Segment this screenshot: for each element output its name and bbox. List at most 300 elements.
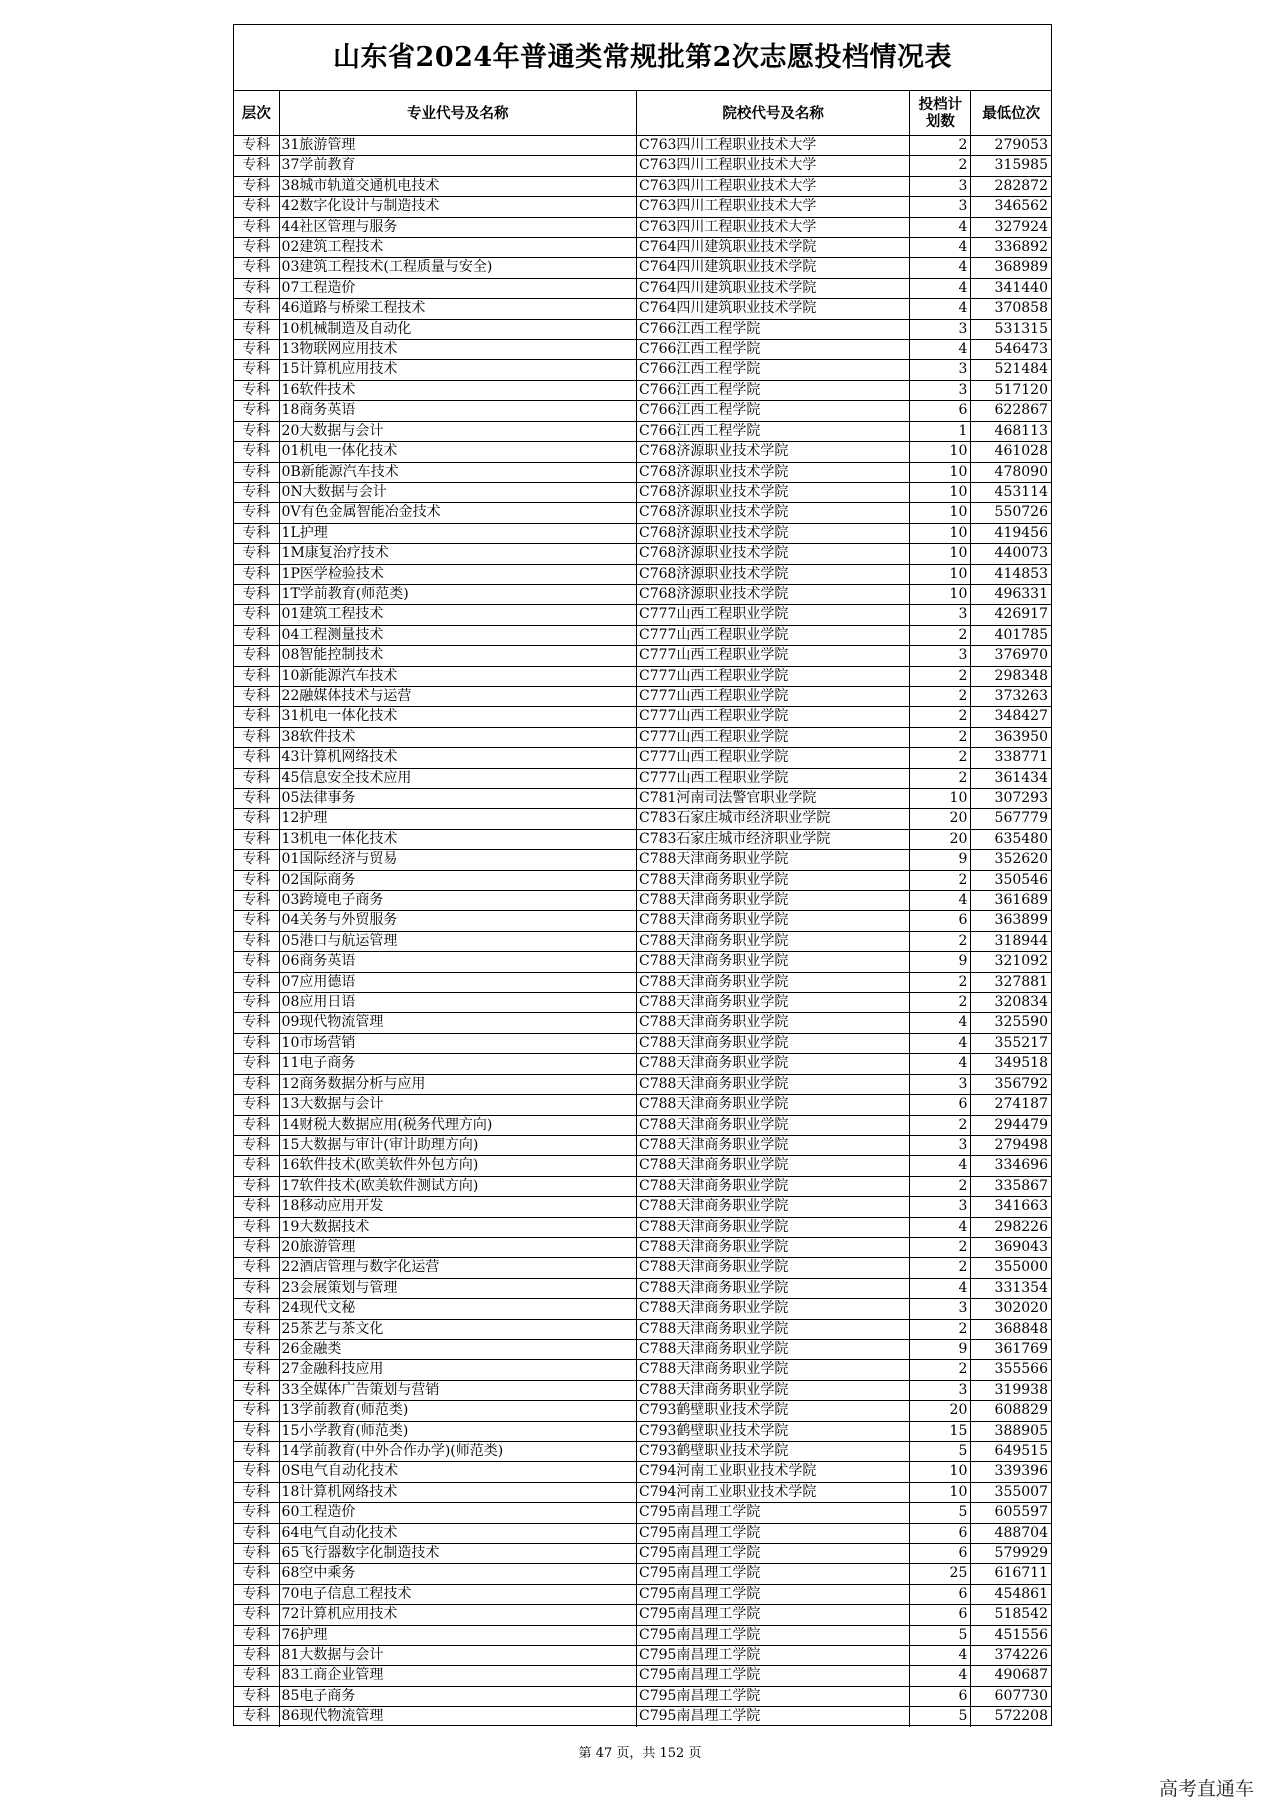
cell-plan-count: 2 [910,931,971,951]
cell-school: C788天津商务职业学院 [636,993,909,1013]
cell-major: 26金融类 [279,1339,636,1359]
cell-major: 45信息安全技术应用 [279,768,636,788]
cell-level: 专科 [234,1584,279,1604]
table-row [234,1666,1051,1686]
cell-min-rank: 496331 [971,584,1051,604]
cell-plan-count: 4 [910,1646,971,1666]
cell-school: C788天津商务职业学院 [636,1299,909,1319]
cell-major: 15小学教育(师范类) [279,1421,636,1441]
cell-school: C788天津商务职业学院 [636,1339,909,1359]
cell-min-rank: 419456 [971,523,1051,543]
cell-min-rank: 368848 [971,1319,1051,1339]
cell-level: 专科 [234,1482,279,1502]
cell-level: 专科 [234,1217,279,1237]
cell-level: 专科 [234,727,279,747]
cell-min-rank: 478090 [971,462,1051,482]
table-row [234,503,1051,523]
table-row [234,340,1051,360]
cell-min-rank: 567779 [971,809,1051,829]
cell-major: 72计算机应用技术 [279,1605,636,1625]
table-row [234,1401,1051,1421]
table-row [234,1421,1051,1441]
cell-plan-count: 6 [910,1686,971,1706]
cell-plan-count: 2 [910,707,971,727]
cell-school: C788天津商务职业学院 [636,1176,909,1196]
cell-min-rank: 517120 [971,380,1051,400]
cell-level: 专科 [234,462,279,482]
cell-major: 33全媒体广告策划与营销 [279,1380,636,1400]
table-row [234,442,1051,462]
cell-plan-count: 4 [910,278,971,298]
cell-min-rank: 298226 [971,1217,1051,1237]
cell-plan-count: 2 [910,1237,971,1257]
cell-min-rank: 349518 [971,1054,1051,1074]
cell-plan-count: 5 [910,1442,971,1462]
cell-level: 专科 [234,1707,279,1727]
cell-level: 专科 [234,217,279,237]
cell-min-rank: 274187 [971,1095,1051,1115]
table-row [234,1380,1051,1400]
cell-plan-count: 6 [910,1095,971,1115]
cell-level: 专科 [234,442,279,462]
cell-school: C788天津商务职业学院 [636,1054,909,1074]
cell-min-rank: 319938 [971,1380,1051,1400]
cell-plan-count: 4 [910,1278,971,1298]
cell-school: C788天津商务职业学院 [636,1258,909,1278]
cell-school: C777山西工程职业学院 [636,748,909,768]
cell-level: 专科 [234,299,279,319]
cell-level: 专科 [234,768,279,788]
cell-level: 专科 [234,891,279,911]
table-row [234,768,1051,788]
cell-major: 03跨境电子商务 [279,891,636,911]
cell-school: C793鹤壁职业技术学院 [636,1442,909,1462]
table-row [234,1013,1051,1033]
cell-plan-count: 2 [910,1176,971,1196]
cell-level: 专科 [234,136,279,156]
cell-level: 专科 [234,1339,279,1359]
cell-min-rank: 518542 [971,1605,1051,1625]
cell-major: 25茶艺与茶文化 [279,1319,636,1339]
cell-min-rank: 294479 [971,1115,1051,1135]
cell-level: 专科 [234,666,279,686]
cell-min-rank: 361689 [971,891,1051,911]
cell-plan-count: 10 [910,789,971,809]
cell-school: C788天津商务职业学院 [636,1278,909,1298]
admission-table [234,91,1051,1727]
cell-plan-count: 4 [910,1156,971,1176]
cell-school: C788天津商务职业学院 [636,1237,909,1257]
table-row [234,544,1051,564]
cell-min-rank: 370858 [971,299,1051,319]
cell-plan-count: 2 [910,748,971,768]
cell-min-rank: 608829 [971,1401,1051,1421]
table-row [234,462,1051,482]
cell-major: 43计算机网络技术 [279,748,636,768]
cell-level: 专科 [234,482,279,502]
cell-school: C795南昌理工学院 [636,1564,909,1584]
watermark-text: 高考直通车 [1158,1778,1254,1800]
table-row [234,1135,1051,1155]
cell-min-rank: 302020 [971,1299,1051,1319]
cell-major: 15计算机应用技术 [279,360,636,380]
cell-plan-count: 3 [910,646,971,666]
cell-level: 专科 [234,952,279,972]
cell-plan-count: 6 [910,1523,971,1543]
cell-plan-count: 4 [910,1033,971,1053]
cell-level: 专科 [234,1605,279,1625]
cell-school: C768济源职业技术学院 [636,584,909,604]
cell-plan-count: 3 [910,176,971,196]
cell-major: 16软件技术(欧美软件外包方向) [279,1156,636,1176]
cell-school: C794河南工业职业技术学院 [636,1462,909,1482]
cell-plan-count: 2 [910,993,971,1013]
table-row [234,1442,1051,1462]
table-row [234,1564,1051,1584]
cell-school: C777山西工程职业学院 [636,686,909,706]
cell-min-rank: 414853 [971,564,1051,584]
cell-level: 专科 [234,238,279,258]
cell-major: 04工程测量技术 [279,625,636,645]
table-row [234,482,1051,502]
cell-school: C763四川工程职业技术大学 [636,156,909,176]
cell-plan-count: 10 [910,482,971,502]
page-footer: 第 47 页，共 152 页 [578,1746,702,1761]
table-row [234,931,1051,951]
cell-major: 04关务与外贸服务 [279,911,636,931]
cell-min-rank: 550726 [971,503,1051,523]
cell-level: 专科 [234,707,279,727]
cell-level: 专科 [234,258,279,278]
table-row [234,707,1051,727]
cell-plan-count: 6 [910,1605,971,1625]
cell-major: 06商务英语 [279,952,636,972]
cell-plan-count: 2 [910,1258,971,1278]
cell-school: C763四川工程职业技术大学 [636,176,909,196]
cell-major: 10机械制造及自动化 [279,319,636,339]
cell-plan-count: 10 [910,544,971,564]
table-row [234,258,1051,278]
cell-min-rank: 369043 [971,1237,1051,1257]
cell-plan-count: 15 [910,1421,971,1441]
cell-major: 13机电一体化技术 [279,829,636,849]
cell-major: 23会展策划与管理 [279,1278,636,1298]
cell-min-rank: 440073 [971,544,1051,564]
cell-plan-count: 3 [910,605,971,625]
table-row [234,1482,1051,1502]
cell-plan-count: 3 [910,1197,971,1217]
cell-major: 19大数据技术 [279,1217,636,1237]
cell-min-rank: 373263 [971,686,1051,706]
cell-min-rank: 531315 [971,319,1051,339]
table-row [234,1319,1051,1339]
cell-major: 13物联网应用技术 [279,340,636,360]
cell-school: C766江西工程学院 [636,360,909,380]
cell-min-rank: 318944 [971,931,1051,951]
cell-plan-count: 6 [910,1544,971,1564]
table-row [234,1625,1051,1645]
cell-major: 09现代物流管理 [279,1013,636,1033]
table-row [234,646,1051,666]
cell-major: 16软件技术 [279,380,636,400]
cell-level: 专科 [234,544,279,564]
cell-school: C795南昌理工学院 [636,1625,909,1645]
cell-school: C783石家庄城市经济职业学院 [636,809,909,829]
cell-plan-count: 3 [910,1074,971,1094]
table-row [234,1339,1051,1359]
cell-level: 专科 [234,401,279,421]
cell-level: 专科 [234,1360,279,1380]
cell-school: C795南昌理工学院 [636,1666,909,1686]
cell-min-rank: 605597 [971,1503,1051,1523]
cell-level: 专科 [234,584,279,604]
cell-level: 专科 [234,789,279,809]
table-row [234,1299,1051,1319]
cell-level: 专科 [234,319,279,339]
cell-min-rank: 279053 [971,136,1051,156]
cell-level: 专科 [234,686,279,706]
cell-plan-count: 3 [910,1135,971,1155]
cell-level: 专科 [234,625,279,645]
cell-level: 专科 [234,1442,279,1462]
table-row [234,1707,1051,1727]
cell-min-rank: 451556 [971,1625,1051,1645]
cell-level: 专科 [234,1544,279,1564]
cell-plan-count: 20 [910,829,971,849]
cell-plan-count: 4 [910,1013,971,1033]
cell-school: C788天津商务职业学院 [636,870,909,890]
cell-plan-count: 20 [910,809,971,829]
cell-major: 20大数据与会计 [279,421,636,441]
cell-plan-count: 2 [910,1115,971,1135]
table-row [234,1115,1051,1135]
cell-school: C763四川工程职业技术大学 [636,197,909,217]
table-row [234,176,1051,196]
cell-min-rank: 579929 [971,1544,1051,1564]
table-row [234,421,1051,441]
table-row [234,1584,1051,1604]
cell-major: 15大数据与审计(审计助理方向) [279,1135,636,1155]
table-row [234,1033,1051,1053]
cell-level: 专科 [234,360,279,380]
cell-major: 01国际经济与贸易 [279,850,636,870]
cell-school: C763四川工程职业技术大学 [636,136,909,156]
cell-min-rank: 331354 [971,1278,1051,1298]
table-row [234,789,1051,809]
cell-plan-count: 3 [910,319,971,339]
table-row [234,748,1051,768]
table-row [234,136,1051,156]
cell-level: 专科 [234,1237,279,1257]
cell-level: 专科 [234,1258,279,1278]
cell-major: 05法律事务 [279,789,636,809]
cell-level: 专科 [234,1401,279,1421]
table-row [234,972,1051,992]
cell-plan-count: 3 [910,360,971,380]
table-row [234,360,1051,380]
cell-school: C777山西工程职业学院 [636,707,909,727]
cell-min-rank: 368989 [971,258,1051,278]
cell-min-rank: 356792 [971,1074,1051,1094]
cell-level: 专科 [234,646,279,666]
table-row [234,993,1051,1013]
header-plan-line2: 划数 [925,113,955,130]
cell-min-rank: 355000 [971,1258,1051,1278]
cell-plan-count: 10 [910,564,971,584]
cell-level: 专科 [234,1156,279,1176]
cell-school: C788天津商务职业学院 [636,1360,909,1380]
cell-min-rank: 361434 [971,768,1051,788]
cell-major: 1T学前教育(师范类) [279,584,636,604]
cell-min-rank: 327881 [971,972,1051,992]
table-header-row [234,91,1051,136]
cell-level: 专科 [234,1503,279,1523]
cell-level: 专科 [234,809,279,829]
cell-school: C768济源职业技术学院 [636,544,909,564]
cell-school: C788天津商务职业学院 [636,911,909,931]
cell-min-rank: 355217 [971,1033,1051,1053]
cell-level: 专科 [234,564,279,584]
cell-plan-count: 2 [910,625,971,645]
cell-min-rank: 388905 [971,1421,1051,1441]
cell-min-rank: 321092 [971,952,1051,972]
cell-level: 专科 [234,1646,279,1666]
cell-school: C764四川建筑职业技术学院 [636,258,909,278]
cell-level: 专科 [234,931,279,951]
cell-level: 专科 [234,197,279,217]
cell-plan-count: 25 [910,1564,971,1584]
cell-min-rank: 325590 [971,1013,1051,1033]
table-row [234,911,1051,931]
cell-level: 专科 [234,380,279,400]
cell-school: C777山西工程职业学院 [636,727,909,747]
cell-plan-count: 3 [910,1299,971,1319]
cell-min-rank: 335867 [971,1176,1051,1196]
cell-school: C793鹤壁职业技术学院 [636,1401,909,1421]
header-rank: 最低位次 [971,91,1051,136]
cell-major: 46道路与桥梁工程技术 [279,299,636,319]
cell-school: C795南昌理工学院 [636,1646,909,1666]
cell-level: 专科 [234,503,279,523]
cell-major: 0N大数据与会计 [279,482,636,502]
cell-major: 12商务数据分析与应用 [279,1074,636,1094]
cell-school: C768济源职业技术学院 [636,482,909,502]
table-row [234,727,1051,747]
cell-school: C766江西工程学院 [636,421,909,441]
cell-major: 08智能控制技术 [279,646,636,666]
cell-major: 44社区管理与服务 [279,217,636,237]
cell-min-rank: 327924 [971,217,1051,237]
cell-major: 22融媒体技术与运营 [279,686,636,706]
cell-min-rank: 298348 [971,666,1051,686]
cell-school: C788天津商务职业学院 [636,952,909,972]
table-row [234,1054,1051,1074]
cell-school: C764四川建筑职业技术学院 [636,278,909,298]
cell-plan-count: 5 [910,1707,971,1727]
table-row [234,1686,1051,1706]
cell-level: 专科 [234,911,279,931]
cell-plan-count: 6 [910,911,971,931]
cell-major: 18计算机网络技术 [279,1482,636,1502]
cell-min-rank: 279498 [971,1135,1051,1155]
cell-plan-count: 2 [910,727,971,747]
cell-plan-count: 2 [910,972,971,992]
cell-school: C777山西工程职业学院 [636,625,909,645]
cell-major: 83工商企业管理 [279,1666,636,1686]
table-row [234,1074,1051,1094]
cell-plan-count: 4 [910,1217,971,1237]
table-row [234,299,1051,319]
table-row [234,1176,1051,1196]
table-row [234,1605,1051,1625]
cell-major: 0S电气自动化技术 [279,1462,636,1482]
cell-major: 05港口与航运管理 [279,931,636,951]
header-level: 层次 [234,91,279,136]
table-row [234,605,1051,625]
cell-plan-count: 1 [910,421,971,441]
cell-plan-count: 4 [910,238,971,258]
table-row [234,584,1051,604]
cell-plan-count: 3 [910,1380,971,1400]
cell-level: 专科 [234,1666,279,1686]
page-title: 山东省2024年普通类常规批第2次志愿投档情况表 [234,25,1051,91]
header-plan [910,91,971,136]
cell-plan-count: 2 [910,666,971,686]
cell-min-rank: 338771 [971,748,1051,768]
cell-major: 81大数据与会计 [279,1646,636,1666]
cell-major: 42数字化设计与制造技术 [279,197,636,217]
cell-min-rank: 282872 [971,176,1051,196]
table-row [234,1095,1051,1115]
cell-min-rank: 307293 [971,789,1051,809]
cell-school: C788天津商务职业学院 [636,931,909,951]
cell-school: C795南昌理工学院 [636,1584,909,1604]
cell-level: 专科 [234,748,279,768]
cell-min-rank: 350546 [971,870,1051,890]
cell-level: 专科 [234,1135,279,1155]
cell-school: C795南昌理工学院 [636,1686,909,1706]
cell-plan-count: 5 [910,1503,971,1523]
cell-major: 01机电一体化技术 [279,442,636,462]
header-major: 专业代号及名称 [279,91,636,136]
cell-plan-count: 4 [910,258,971,278]
table-row [234,319,1051,339]
cell-level: 专科 [234,1421,279,1441]
header-plan-line1: 投档计 [918,96,963,113]
cell-plan-count: 10 [910,523,971,543]
cell-school: C788天津商务职业学院 [636,972,909,992]
cell-major: 1P医学检验技术 [279,564,636,584]
cell-level: 专科 [234,1197,279,1217]
cell-plan-count: 2 [910,136,971,156]
cell-major: 86现代物流管理 [279,1707,636,1727]
cell-level: 专科 [234,850,279,870]
cell-level: 专科 [234,1625,279,1645]
cell-plan-count: 6 [910,1584,971,1604]
cell-plan-count: 2 [910,1360,971,1380]
cell-major: 07应用德语 [279,972,636,992]
cell-min-rank: 616711 [971,1564,1051,1584]
cell-min-rank: 341440 [971,278,1051,298]
cell-min-rank: 572208 [971,1707,1051,1727]
table-row [234,686,1051,706]
cell-level: 专科 [234,340,279,360]
cell-min-rank: 315985 [971,156,1051,176]
cell-level: 专科 [234,523,279,543]
cell-plan-count: 10 [910,1482,971,1502]
cell-min-rank: 341663 [971,1197,1051,1217]
cell-school: C768济源职业技术学院 [636,462,909,482]
